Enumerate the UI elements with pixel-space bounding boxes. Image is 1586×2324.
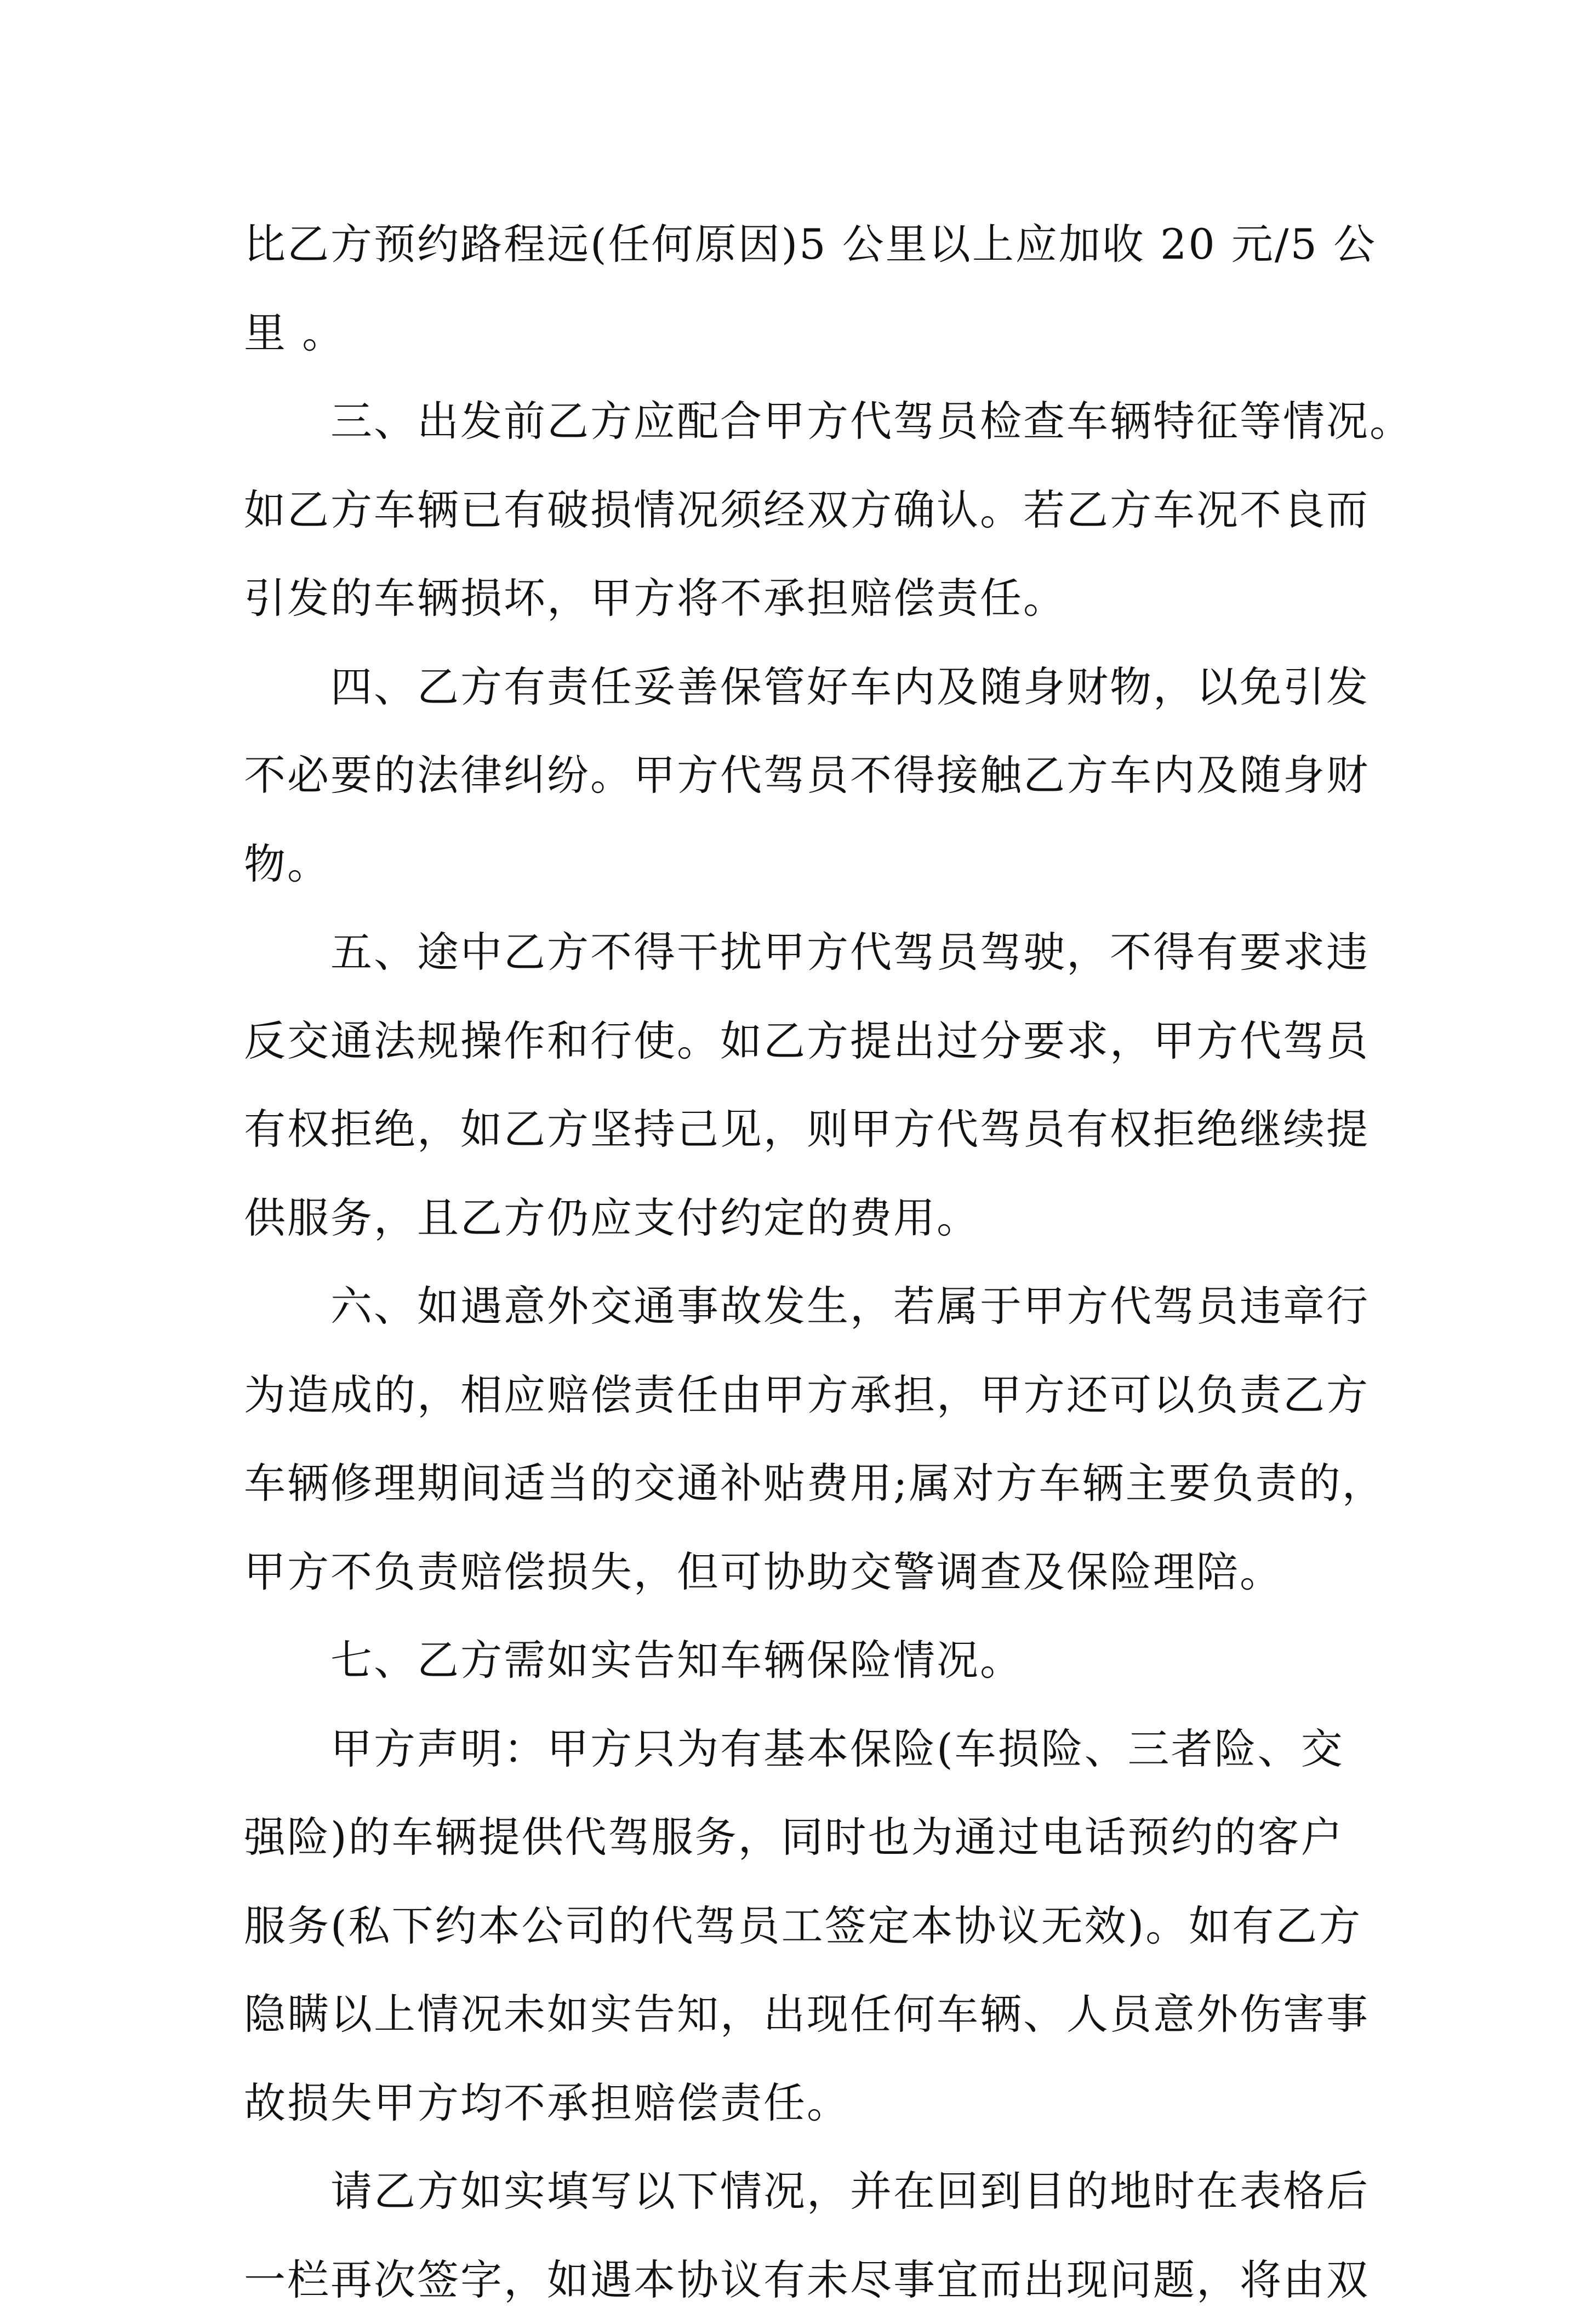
text-line: 七、乙方需如实告知车辆保险情况。: [244, 1616, 1373, 1705]
text-line: 物。: [244, 820, 1373, 909]
text-line: 强险)的车辆提供代驾服务，同时也为通过电话预约的客户: [244, 1793, 1373, 1882]
text-line: 甲方不负责赔偿损失，但可协助交警调查及保险理陪。: [244, 1528, 1373, 1617]
text-line: 为造成的，相应赔偿责任由甲方承担，甲方还可以负责乙方: [244, 1351, 1373, 1440]
text-line: 三、出发前乙方应配合甲方代驾员检查车辆特征等情况。: [244, 377, 1373, 466]
text-line: 供服务，且乙方仍应支付约定的费用。: [244, 1174, 1373, 1263]
text-line: 五、途中乙方不得干扰甲方代驾员驾驶，不得有要求违: [244, 908, 1373, 997]
text-line: 有权拒绝，如乙方坚持己见，则甲方代驾员有权拒绝继续提: [244, 1085, 1373, 1174]
text-line: 甲方声明：甲方只为有基本保险(车损险、三者险、交: [244, 1705, 1373, 1794]
text-line: 不必要的法律纠纷。甲方代驾员不得接触乙方车内及随身财: [244, 731, 1373, 820]
text-line: 里 。: [244, 289, 1373, 378]
text-line: 故损失甲方均不承担赔偿责任。: [244, 2059, 1373, 2148]
text-line: 比乙方预约路程远(任何原因)5 公里以上应加收 20 元/5 公: [244, 200, 1373, 289]
text-line: 六、如遇意外交通事故发生，若属于甲方代驾员违章行: [244, 1262, 1373, 1351]
text-line: 引发的车辆损坏，甲方将不承担赔偿责任。: [244, 554, 1373, 643]
text-line: 隐瞒以上情况未如实告知，出现任何车辆、人员意外伤害事: [244, 1970, 1373, 2059]
document-body: [244, 200, 1373, 2324]
text-line: 请乙方如实填写以下情况，并在回到目的地时在表格后: [244, 2147, 1373, 2236]
text-line: 如乙方车辆已有破损情况须经双方确认。若乙方车况不良而: [244, 466, 1373, 555]
text-line: 四、乙方有责任妥善保管好车内及随身财物，以免引发: [244, 643, 1373, 732]
text-line: 服务(私下约本公司的代驾员工签定本协议无效)。如有乙方: [244, 1882, 1373, 1971]
text-line: 车辆修理期间适当的交通补贴费用;属对方车辆主要负责的，: [244, 1439, 1373, 1528]
text-line: 一栏再次签字，如遇本协议有未尽事宜而出现问题，将由双: [244, 2236, 1373, 2324]
text-line: 反交通法规操作和行使。如乙方提出过分要求，甲方代驾员: [244, 997, 1373, 1086]
